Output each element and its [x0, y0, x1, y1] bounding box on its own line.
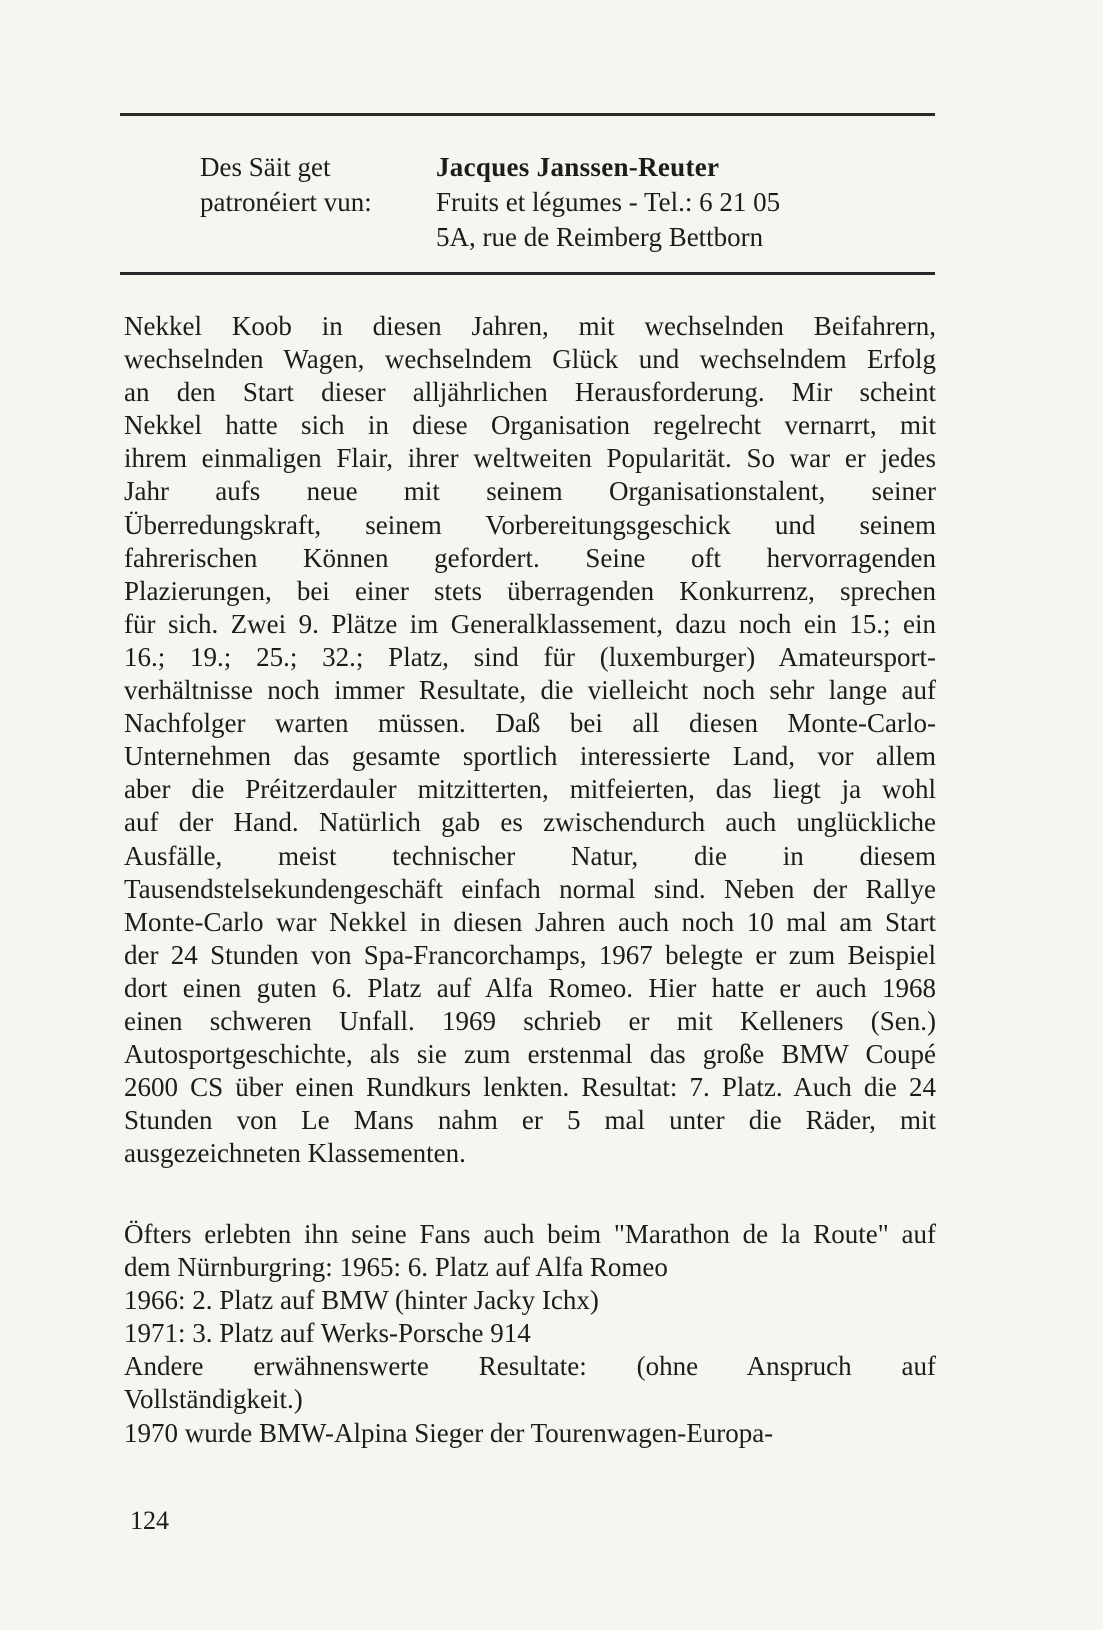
- sponsor-address: 5A, rue de Reimberg Bettborn: [436, 222, 764, 252]
- bottom-rule: [120, 272, 935, 275]
- text-line: einen schweren Unfall. 1969 schrieb er mit Kelleners (Sen.): [124, 1005, 936, 1036]
- text-line: Stunden von Le Mans nahm er 5 mal unter die Räder, mit: [124, 1105, 936, 1136]
- text-line: 1966: 2. Platz auf BMW (hinter Jacky Ichx): [124, 1285, 599, 1316]
- sponsor-label-line-1: Des Säit get: [200, 152, 331, 182]
- text-line: Tausendstelsekundengeschäft einfach normal sind. Neben der Rallye: [124, 873, 936, 904]
- paragraph-1: [124, 310, 936, 1170]
- text-line: Ausfälle, meist technischer Natur, die in diesem: [124, 840, 936, 871]
- text-line: dem Nürnburgring: 1965: 6. Platz auf Alfa Romeo: [124, 1252, 668, 1283]
- sponsor-label-line-2: patronéiert vun:: [200, 187, 372, 217]
- text-line: an den Start dieser alljährlichen Herausforderung. Mir scheint: [124, 377, 936, 408]
- text-line: Überredungskraft, seinem Vorbereitungsgeschick und seinem: [124, 509, 936, 540]
- text-line: fahrerischen Können gefordert. Seine oft hervorragenden: [124, 542, 936, 573]
- text-line: Nachfolger warten müssen. Daß bei all diesen Monte-Carlo-: [124, 708, 936, 739]
- text-line: Öfters erlebten ihn seine Fans auch beim "Marathon de la Route" auf: [124, 1219, 936, 1249]
- text-line: dort einen guten 6. Platz auf Alfa Romeo. Hier hatte er auch 1968: [124, 972, 936, 1003]
- text-line: Vollständigkeit.): [124, 1384, 303, 1415]
- text-line: der 24 Stunden von Spa-Francorchamps, 1967 belegte er zum Beispiel: [124, 939, 936, 970]
- text-line: Plazierungen, bei einer stets überragenden Konkurrenz, sprechen: [124, 575, 936, 606]
- text-line: Nekkel Koob in diesen Jahren, mit wechselnden Beifahrern,: [124, 311, 936, 341]
- text-line: 16.; 19.; 25.; 32.; Platz, sind für (luxemburger) Amateursport-: [124, 641, 936, 672]
- text-line: aber die Préitzerdauler mitzitterten, mitfeierten, das liegt ja wohl: [124, 774, 936, 805]
- sponsor-details: [436, 150, 936, 255]
- sponsor-business: Fruits et légumes - Tel.: 6 21 05: [436, 187, 781, 217]
- text-line: für sich. Zwei 9. Plätze im Generalklassement, dazu noch ein 15.; ein: [124, 608, 936, 639]
- sponsor-label: [200, 150, 430, 220]
- text-line: Nekkel hatte sich in diese Organisation regelrecht vernarrt, mit: [124, 410, 936, 441]
- text-line: Autosportgeschichte, als sie zum erstenmal das große BMW Coupé: [124, 1039, 936, 1070]
- text-line: Monte-Carlo war Nekkel in diesen Jahren auch noch 10 mal am Start: [124, 906, 936, 937]
- text-line: 1970 wurde BMW-Alpina Sieger der Tourenwagen-Europa-: [124, 1417, 774, 1448]
- sponsor-name: Jacques Janssen-Reuter: [436, 152, 720, 182]
- text-line: ihrem einmaligen Flair, ihrer weltweiten Popularität. So war er jedes: [124, 443, 936, 474]
- page-number: 124: [130, 1506, 169, 1535]
- text-line: ausgezeichneten Klassementen.: [124, 1138, 466, 1169]
- text-line: Jahr aufs neue mit seinem Organisationstalent, seiner: [124, 476, 936, 507]
- paragraph-2: [124, 1218, 936, 1450]
- top-rule: [120, 113, 935, 116]
- text-line: verhältnisse noch immer Resultate, die vielleicht noch sehr lange auf: [124, 675, 936, 706]
- text-line: Unternehmen das gesamte sportlich interessierte Land, vor allem: [124, 741, 936, 772]
- text-line: 1971: 3. Platz auf Werks-Porsche 914: [124, 1318, 531, 1349]
- text-line: Andere erwähnenswerte Resultate: (ohne Anspruch auf: [124, 1351, 936, 1382]
- text-line: auf der Hand. Natürlich gab es zwischendurch auch unglückliche: [124, 807, 936, 838]
- text-line: 2600 CS über einen Rundkurs lenkten. Resultat: 7. Platz. Auch die 24: [124, 1072, 936, 1103]
- text-line: wechselnden Wagen, wechselndem Glück und wechselndem Erfolg: [124, 344, 936, 375]
